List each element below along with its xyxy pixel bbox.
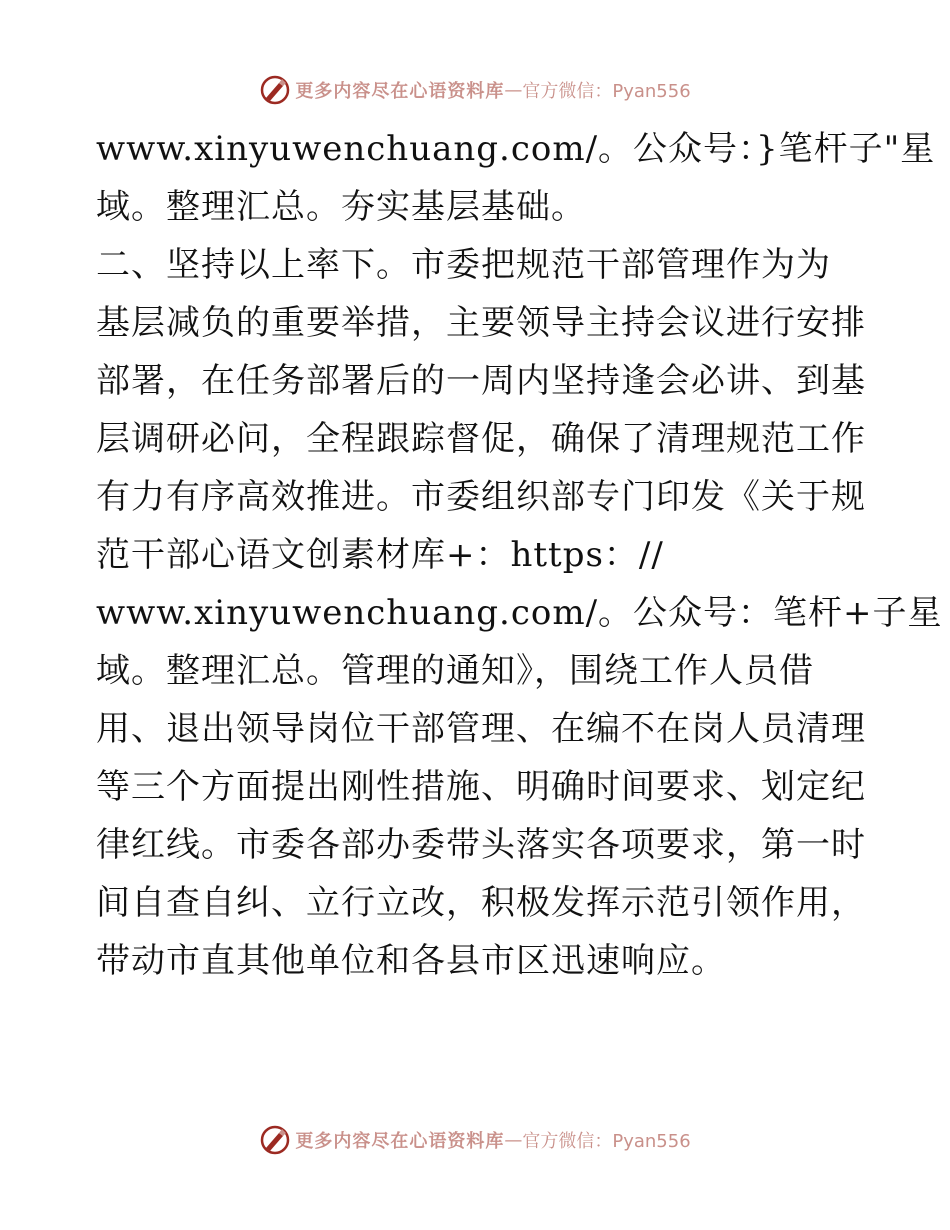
banner-separator: — [504, 1129, 523, 1151]
text-line: 二、坚持以上率下。市委把规范干部管理作为为 [96, 245, 831, 285]
text-line: www.xinyuwenchuang.com/。公众号：}笔杆子"星 [96, 129, 936, 169]
text-line: 有力有序高效推进。市委组织部专门印发《关于规 [96, 477, 866, 517]
text-line: 层调研必问，全程跟踪督促，确保了清理规范工作 [96, 419, 866, 459]
text-line: 间自查自纠、立行立改，积极发挥示范引领作用， [96, 883, 866, 923]
text-line: www.xinyuwenchuang.com/。公众号：笔杆+子星 [96, 593, 943, 633]
text-line: 带动市直其他单位和各县市区迅速响应。 [96, 941, 726, 981]
text-line: 部署，在任务部署后的一周内坚持逢会必讲、到基 [96, 361, 866, 401]
text-line: 域。整理汇总。夯实基层基础。 [96, 187, 586, 227]
banner-brand-text: 更多内容尽在心语资料库 [295, 81, 505, 102]
banner-wechat-text: 官方微信：Pyan556 [522, 81, 691, 102]
ink-pen-logo-icon [259, 1124, 291, 1156]
text-line: 范干部心语文创素材库+：https：// [96, 535, 664, 575]
banner-separator: — [504, 79, 523, 101]
ink-pen-logo-icon [259, 74, 291, 106]
banner-wechat-text: 官方微信：Pyan556 [522, 1131, 691, 1152]
text-line: 域。整理汇总。管理的通知》，围绕工作人员借 [96, 651, 814, 691]
text-line: 基层减负的重要举措，主要领导主持会议进行安排 [96, 303, 866, 343]
text-line: 用、退出领导岗位干部管理、在编不在岗人员清理 [96, 709, 866, 749]
text-line: 律红线。市委各部办委带头落实各项要求，第一时 [96, 825, 866, 865]
footer-watermark-banner [0, 1120, 950, 1160]
banner-brand-text: 更多内容尽在心语资料库 [295, 1131, 505, 1152]
document-body [96, 120, 943, 990]
header-watermark-banner [0, 70, 950, 110]
text-line: 等三个方面提出刚性措施、明确时间要求、划定纪 [96, 767, 866, 807]
